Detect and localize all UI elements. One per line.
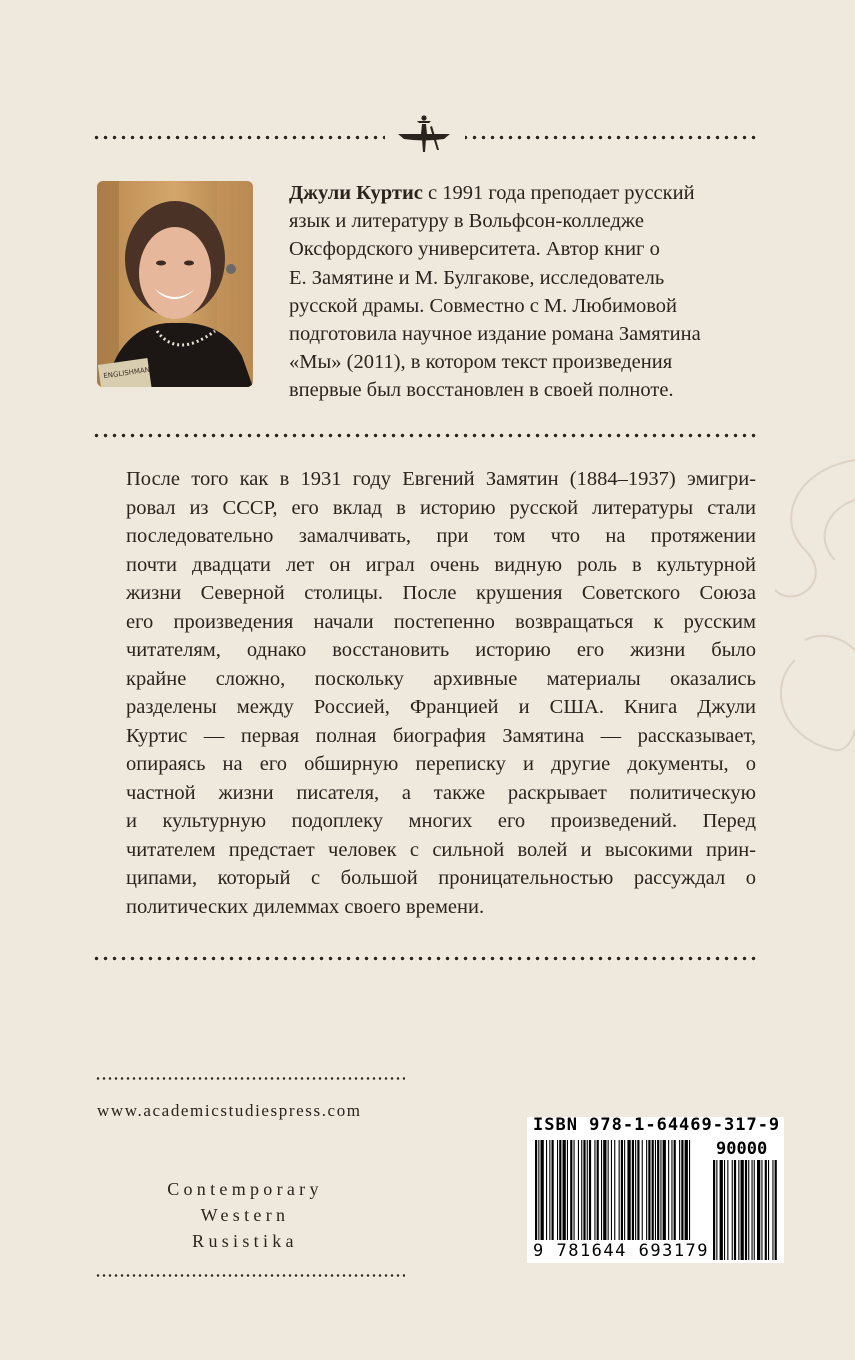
barcode-bar: [589, 1140, 591, 1240]
barcode-bar: [671, 1140, 672, 1240]
barcode-bar: [646, 1140, 647, 1240]
barcode-bar: [657, 1140, 659, 1240]
barcode-bar: [635, 1140, 636, 1240]
book-description: [126, 465, 756, 921]
description-line: Куртис — первая полная биография Замятина — рассказывает,: [126, 724, 756, 747]
description-line: и культурную подоплеку многих его произведений. Перед: [126, 810, 756, 832]
description-line: ципами, который с большой проницательностью рассуждал о: [126, 867, 756, 889]
barcode-addon: 90000: [716, 1139, 768, 1159]
dotted-rule-bottom: [92, 956, 756, 961]
barcode-bar: [685, 1140, 688, 1240]
barcode-addon-bar: [772, 1160, 773, 1260]
barcode-addon-bar: [734, 1160, 736, 1260]
publisher-url[interactable]: www.academicstudiespress.com: [97, 1101, 362, 1120]
barcode-bar: [559, 1140, 561, 1240]
barcode-bar: [601, 1140, 602, 1240]
barcode-bar: [674, 1140, 676, 1240]
barcode-bar: [538, 1140, 539, 1240]
barcode-bar: [611, 1140, 612, 1240]
barcode-addon-bar: [748, 1160, 749, 1260]
barcode-bar: [642, 1140, 643, 1240]
barcode-bar: [608, 1140, 609, 1240]
barcode-addon-bar: [745, 1160, 747, 1260]
description-line: крайне сложно, поскольку архивные материалы оказались: [126, 667, 756, 690]
barcode-addon-bar: [741, 1160, 744, 1260]
description-line: читателям, однако восстановить историю его жизни было: [126, 639, 756, 661]
barcode-bar: [567, 1140, 568, 1240]
description-line: опираясь на его обширную переписку и другие документы, о: [126, 753, 756, 775]
barcode-addon-bar: [724, 1160, 725, 1260]
barcode-addon-bar: [713, 1160, 715, 1260]
barcode-addon-bar: [752, 1160, 753, 1260]
barcode-bar: [594, 1140, 595, 1240]
barcode-bar: [632, 1140, 634, 1240]
barcode-bar: [648, 1140, 650, 1240]
isbn-text: ISBN 978-1-64469-317-9: [533, 1115, 781, 1135]
bio-line: подготовила научное издание романа Замятина: [289, 323, 701, 346]
description-line: почти двадцати лет он играл очень видную роль в культурной: [126, 553, 756, 576]
barcode-bar: [597, 1140, 599, 1240]
description-line: читателем предстает человек с сильной волей и высокими прин-: [126, 838, 756, 861]
barcode-bar: [627, 1140, 630, 1240]
barcode-bar: [619, 1140, 620, 1240]
barcode-bar: [603, 1140, 606, 1240]
barcode-addon-bar: [727, 1160, 728, 1260]
barcode-addon-bar: [754, 1160, 755, 1260]
barcode-bar: [546, 1140, 547, 1240]
series-line: Rusistika: [192, 1231, 298, 1251]
barcode-addon-bar: [716, 1160, 717, 1260]
barcode-bar: [557, 1140, 558, 1240]
barcode-addon-bar: [765, 1160, 767, 1260]
barcode-bar: [614, 1140, 615, 1240]
description-line: ровал из СССР, его вклад в историю русской литературы стали: [126, 496, 756, 519]
bio-line: Оксфордского университета. Автор книг о: [289, 238, 660, 261]
ean-digits: 9 781644 693179: [533, 1241, 710, 1261]
description-line: разделены между Россией, Францией и США. Книга Джули: [126, 696, 756, 718]
barcode-bar: [583, 1140, 585, 1240]
dotted-rule-publisher-bottom: [95, 1274, 405, 1277]
barcode-bar: [552, 1140, 554, 1240]
barcode-bar: [578, 1140, 579, 1240]
barcode-bar: [679, 1140, 680, 1240]
barcode-addon-bar: [738, 1160, 739, 1260]
barcode-bar: [660, 1140, 661, 1240]
barcode-addon-bar: [768, 1160, 769, 1260]
bio-line: Е. Замятине и М. Булгакове, исследователь: [289, 266, 665, 289]
series-name: [120, 1176, 370, 1254]
series-line: Western: [200, 1205, 290, 1225]
author-name: Джули Куртис: [289, 182, 423, 204]
barcode-bar: [624, 1140, 625, 1240]
barcode-addon-bar: [761, 1160, 762, 1260]
boat-ornament-icon: [396, 108, 452, 158]
barcode-bar: [563, 1140, 566, 1240]
barcode-addon-bar: [720, 1160, 723, 1260]
barcode-bar: [689, 1140, 690, 1240]
barcode-addon-bar: [757, 1160, 760, 1260]
description-line: После того как в 1931 году Евгений Замятин (1884–1937) эмигри-: [126, 468, 756, 490]
barcode-bar: [655, 1140, 656, 1240]
barcode-bar: [663, 1140, 666, 1240]
barcode-bar: [681, 1140, 683, 1240]
barcode-bar: [587, 1140, 588, 1240]
barcode-bar: [541, 1140, 544, 1240]
barcode-addon-bar: [775, 1160, 777, 1260]
barcode-addon-bar: [732, 1160, 733, 1260]
description-line: жизни Северной столицы. После крушения Советского Союза: [126, 582, 756, 604]
series-line: Contemporary: [167, 1179, 323, 1199]
barcode-bar: [637, 1140, 639, 1240]
bio-line-0: с 1991 года преподает русский: [422, 182, 695, 204]
book-label: ENGLISHMAN: [102, 365, 151, 381]
author-bio: [289, 179, 769, 405]
author-photo: [97, 181, 253, 387]
description-line: частной жизни писателя, а также раскрывает политическую: [126, 781, 756, 804]
barcode-bar: [549, 1140, 550, 1240]
barcode-bar: [652, 1140, 654, 1240]
bio-line: впервые был восстановлен в своей полноте.: [289, 379, 674, 402]
dotted-rule-middle: [92, 433, 756, 438]
dotted-rule-publisher-top: [95, 1077, 405, 1080]
bio-line: русской драмы. Совместно с М. Любимовой: [289, 294, 678, 317]
barcode-bar: [574, 1140, 575, 1240]
barcode-bar: [621, 1140, 623, 1240]
bio-line: «Мы» (2011), в котором текст произведения: [289, 351, 673, 374]
bio-line: язык и литературу в Вольфсон-колледже: [289, 210, 644, 233]
description-line: последовательно замалчивать, при том что на протяжении: [126, 525, 756, 547]
description-line: политических дилеммах своего времени.: [126, 895, 485, 918]
barcode-bar: [570, 1140, 572, 1240]
barcode-bar: [668, 1140, 669, 1240]
description-line: его произведения начали постепенно возвращаться к русским: [126, 610, 756, 633]
barcode-bar: [535, 1140, 537, 1240]
barcode-bar: [581, 1140, 582, 1240]
